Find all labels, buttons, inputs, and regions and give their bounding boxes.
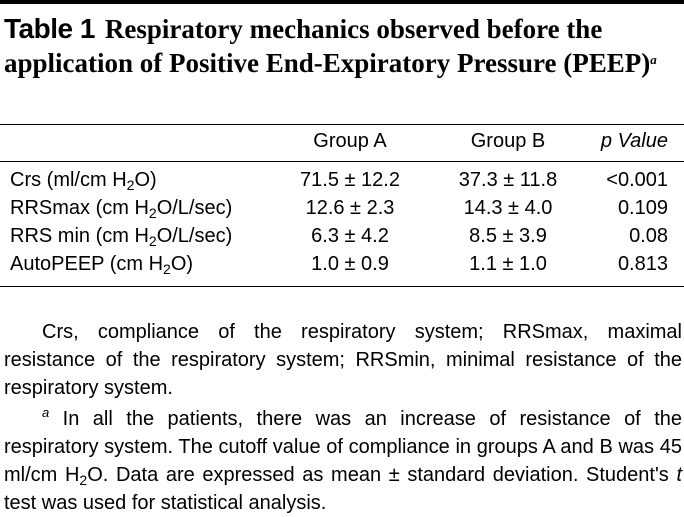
row-label-sub: 2: [163, 261, 171, 277]
table-header-row: [0, 127, 684, 155]
table-bottom-rule: [0, 286, 684, 287]
row-label: [10, 250, 193, 278]
cell-p-value: <0.001: [606, 169, 668, 191]
row-label-tail: O/L/sec): [156, 197, 233, 219]
row-label: [10, 166, 157, 194]
header-group-b: Group B: [470, 130, 546, 152]
cell-p-value: 0.813: [617, 253, 668, 275]
header-top-rule: [0, 124, 684, 125]
row-label-tail: O): [134, 169, 157, 191]
header-group-a: Group A: [313, 130, 387, 152]
header-bottom-rule: [0, 161, 684, 162]
table-row: [0, 166, 684, 194]
row-label-sub: 2: [148, 205, 157, 221]
footnote-subscript: 2: [79, 472, 88, 488]
cell-p-value: 0.08: [629, 225, 668, 247]
a-footnote: [4, 405, 682, 517]
row-label-sub: 2: [126, 177, 135, 193]
table-row: [0, 250, 684, 278]
row-label-main: RRS min (cm H: [10, 225, 149, 247]
row-label-tail: O/L/sec): [156, 225, 233, 247]
row-label: [10, 194, 232, 222]
cell-group-a: 6.3 ± 4.2: [311, 225, 389, 247]
cell-group-a: 1.0 ± 0.9: [311, 253, 389, 275]
footnote-text-3: test was used for statistical analysis.: [4, 492, 327, 514]
row-label-main: AutoPEEP (cm H: [10, 253, 164, 275]
cell-group-b: 14.3 ± 4.0: [463, 197, 553, 219]
cell-p-value: 0.109: [617, 197, 668, 219]
footnote-italic-t: t: [676, 464, 682, 486]
table-row: [0, 222, 684, 250]
footnotes: [4, 318, 682, 517]
row-label-main: RRSmax (cm H: [10, 197, 149, 219]
cell-group-a: 12.6 ± 2.3: [305, 197, 395, 219]
cell-group-b: 37.3 ± 11.8: [458, 169, 558, 191]
cell-group-a: 71.5 ± 12.2: [300, 169, 400, 191]
table-label: Table 1: [4, 13, 95, 44]
title-note-marker: a: [650, 52, 657, 67]
header-p-value-text: p Value: [600, 130, 668, 152]
cell-group-b: 8.5 ± 3.9: [469, 225, 547, 247]
row-label-main: Crs (ml/cm H: [10, 169, 127, 191]
footnote-text-1: In all the patients, there was an increase of resistance of the respiratory system. The cutoff value of compliance in groups A and B was 45 ml/cm H: [4, 408, 682, 486]
footnote-marker: a: [42, 405, 50, 420]
row-label-sub: 2: [148, 233, 157, 249]
table-row: [0, 194, 684, 222]
table-caption: [4, 12, 680, 80]
footnote-text-2: O. Data are expressed as mean ± standard deviation. Student's: [87, 464, 677, 486]
header-p-value: [560, 127, 668, 155]
row-label: [10, 222, 232, 250]
row-label-tail: O): [170, 253, 194, 275]
abbreviations-footnote: Crs, compliance of the respiratory system; RRSmax, maximal resistance of the respiratory system; RRSmin, minimal resistance of the respiratory system.: [4, 321, 682, 399]
cell-group-b: 1.1 ± 1.0: [469, 253, 547, 275]
top-rule: [0, 0, 684, 4]
table-title: Respiratory mechanics observed before the application of Positive End-Expiratory Pressure (PEEP): [4, 14, 651, 78]
